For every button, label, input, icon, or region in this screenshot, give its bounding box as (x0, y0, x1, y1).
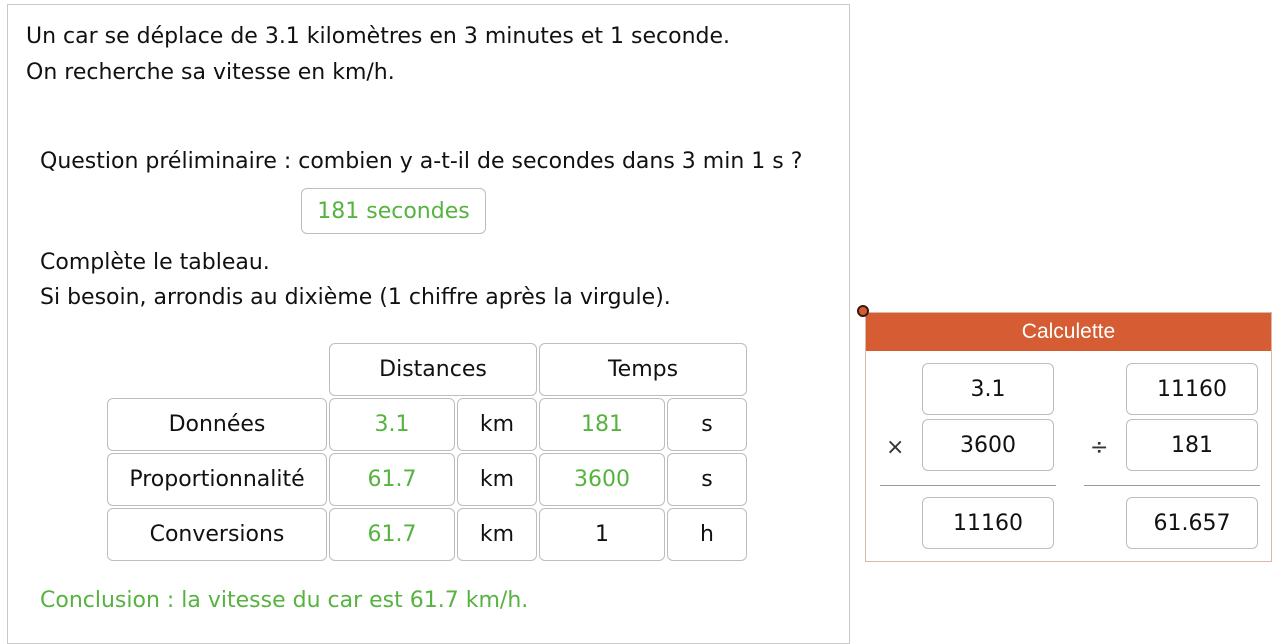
divide-operand1[interactable]: 11160 (1126, 363, 1258, 415)
multiply-result: 11160 (922, 497, 1054, 549)
cell-time-unit-donnees: s (667, 398, 747, 451)
calculette-drag-handle[interactable] (857, 305, 869, 317)
cell-distance-proportionnalite[interactable]: 61.7 (329, 453, 455, 506)
divide-divider (1084, 485, 1260, 486)
conclusion: Conclusion : la vitesse du car est 61.7 km/h. (40, 588, 529, 613)
divide-operand2[interactable]: 181 (1126, 419, 1258, 471)
calculette-window[interactable] (865, 312, 1272, 562)
cell-time-conversions: 1 (539, 508, 665, 561)
divide-result: 61.657 (1126, 497, 1258, 549)
multiply-operand1[interactable]: 3.1 (922, 363, 1054, 415)
cell-distance-unit-conversions: km (457, 508, 537, 561)
instruction-line2: Si besoin, arrondis au dixième (1 chiffre après la virgule). (40, 285, 671, 310)
preliminary-question: Question préliminaire : combien y a-t-il de secondes dans 3 min 1 s ? (40, 149, 803, 174)
preliminary-answer-field[interactable]: 181 secondes (301, 188, 486, 234)
multiply-operator-icon: × (886, 435, 905, 460)
instruction-line1: Complète le tableau. (40, 250, 270, 275)
row-label-conversions: Conversions (107, 508, 327, 561)
row-label-donnees: Données (107, 398, 327, 451)
cell-time-unit-conversions: h (667, 508, 747, 561)
cell-time-donnees[interactable]: 181 (539, 398, 665, 451)
cell-time-proportionnalite[interactable]: 3600 (539, 453, 665, 506)
multiply-operand2[interactable]: 3600 (922, 419, 1054, 471)
multiply-divider (880, 485, 1056, 486)
header-temps: Temps (539, 343, 747, 396)
problem-statement-line2: On recherche sa vitesse en km/h. (26, 60, 395, 85)
cell-distance-unit-proportionnalite: km (457, 453, 537, 506)
cell-distance-conversions[interactable]: 61.7 (329, 508, 455, 561)
cell-distance-donnees[interactable]: 3.1 (329, 398, 455, 451)
cell-time-unit-proportionnalite: s (667, 453, 747, 506)
header-distances: Distances (329, 343, 537, 396)
calculette-title[interactable]: Calculette (866, 313, 1271, 351)
divide-operator-icon: ÷ (1090, 435, 1109, 460)
row-label-proportionnalite: Proportionnalité (107, 453, 327, 506)
problem-statement-line1: Un car se déplace de 3.1 kilomètres en 3 minutes et 1 seconde. (26, 24, 731, 49)
cell-distance-unit-donnees: km (457, 398, 537, 451)
